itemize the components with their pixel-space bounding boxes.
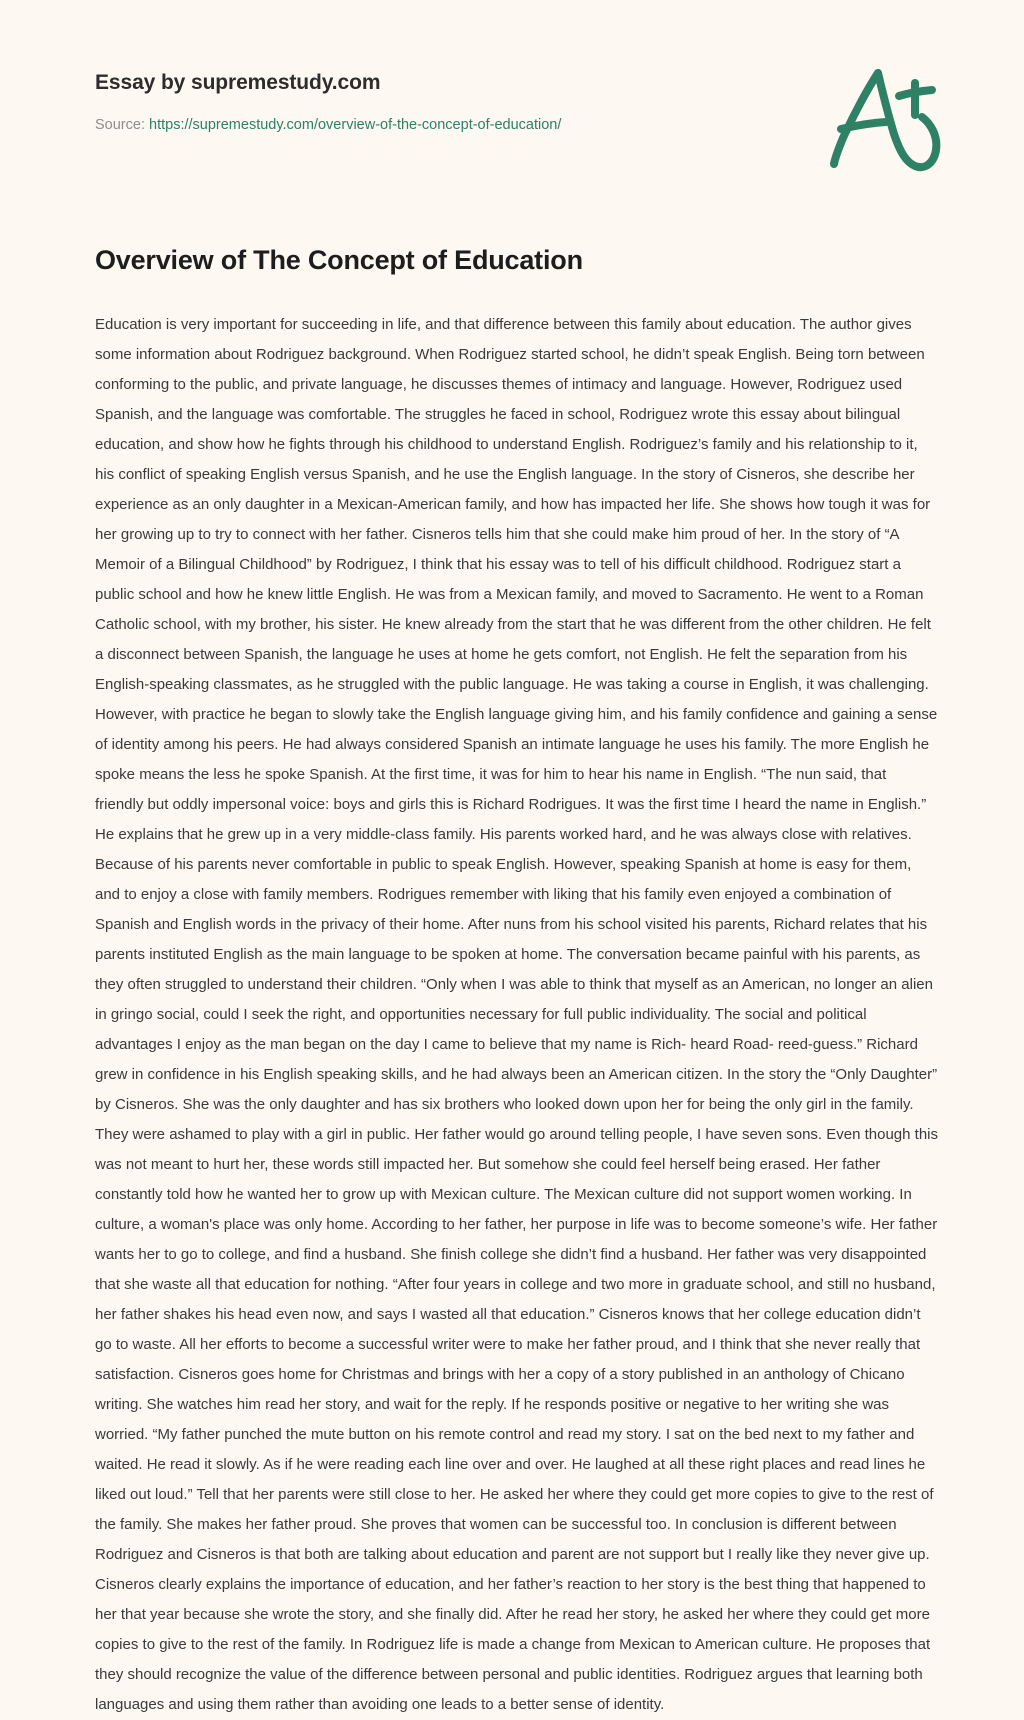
- source-url-link[interactable]: https://supremestudy.com/overview-of-the-concept-of-education/: [149, 117, 562, 133]
- page-header: [95, 62, 940, 182]
- essay-paragraph: Education is very important for succeeding in life, and that difference between this family about education. The author gives some information about Rodriguez background. When Rodriguez started school, he didn’t speak English. Being torn between conforming to the public, and private language, he discusses themes of intimacy and language. However, Rodriguez used Spanish, and the language was comfortable. The struggles he faced in school, Rodriguez wrote this essay about bilingual education, and show how he fights through his childhood to understand English. Rodriguez’s family and his relationship to it, his conflict of speaking English versus Spanish, and he use the English language. In the story of Cisneros, she describe her experience as an only daughter in a Mexican-American family, and how has impacted her life. She shows how tough it was for her growing up to try to connect with her father. Cisneros tells him that she could make him proud of her. In the story of “A Memoir of a Bilingual Childhood” by Rodriguez, I think that his essay was to tell of his difficult childhood. Rodriguez start a public school and how he knew little English. He was from a Mexican family, and moved to Sacramento. He went to a Roman Catholic school, with my brother, his sister. He knew already from the start that he was different from the other children. He felt a disconnect between Spanish, the language he uses at home he gets comfort, not English. He felt the separation from his English-speaking classmates, as he struggled with the public language. He was taking a course in English, it was challenging. However, with practice he began to slowly take the English language giving him, and his family confidence and gaining a sense of identity among his peers. He had always considered Spanish an intimate language he uses his family. The more English he spoke means the less he spoke Spanish. At the first time, it was for him to hear his name in English. “The nun said, that friendly but oddly impersonal voice: boys and girls this is Richard Rodrigues. It was the first time I heard the name in English.” He explains that he grew up in a very middle-class family. His parents worked hard, and he was always close with relatives. Because of his parents never comfortable in public to speak English. However, speaking Spanish at home is easy for them, and to enjoy a close with family members. Rodrigues remember with liking that his family even enjoyed a combination of Spanish and English words in the privacy of their home. After nuns from his school visited his parents, Richard relates that his parents instituted English as the main language to be spoken at home. The conversation became painful with his parents, as they often struggled to understand their children. “Only when I was able to think that myself as an American, no longer an alien in gringo social, could I seek the right, and opportunities necessary for full public individuality. The social and political advantages I enjoy as the man began on the day I came to believe that my name is Rich- heard Road- reed-guess.” Richard grew in confidence in his English speaking skills, and he had always been an American citizen. In the story the “Only Daughter” by Cisneros. She was the only daughter and has six brothers who looked down upon her for being the only girl in the family. They were ashamed to play with a girl in public. Her father would go around telling people, I have seven sons. Even though this was not meant to hurt her, these words still impacted her. But somehow she could feel herself being erased. Her father constantly told how he wanted her to grow up with Mexican culture. The Mexican culture did not support women working. In culture, a woman's place was only home. According to her father, her purpose in life was to become someone’s wife. Her father wants her to go to college, and find a husband. She finish college she didn’t find a husband. Her father was very disappointed that she waste all that education for nothing. “After four years in college and two more in graduate school, and still no husband, her father shakes his head even now, and says I wasted all that education.” Cisneros knows that her college education didn’t go to waste. All her efforts to become a successful writer were to make her father proud, and I think that she never really that satisfaction. Cisneros goes home for Christmas and brings with her a copy of a story published in an anthology of Chicano writing. She watches him read her story, and wait for the reply. If he responds positive or negative to her writing she was worried. “My father punched the mute button on his remote control and read my story. I sat on the bed next to my father and waited. He read it slowly. As if he were reading each line over and over. He laughed at all these right places and read lines he liked out loud.” Tell that her parents were still close to her. He asked her where they could get more copies to give to the rest of the family. She makes her father proud. She proves that women can be successful too. In conclusion is different between Rodriguez and Cisneros is that both are talking about education and parent are not support but I really like they never give up. Cisneros clearly explains the importance of education, and her father’s reaction to her story is the best thing that happened to her that year because she wrote the story, and she finally did. After he read her story, he asked her where they could get more copies to give to the rest of the family. In Rodriguez life is made a change from Mexican to American culture. He proposes that they should recognize the value of the difference between personal and public identities. Rodriguez argues that learning both languages and using them rather than avoiding one leads to a better sense of identity.: [95, 316, 938, 1713]
- source-line: [95, 96, 940, 135]
- a-plus-logo-icon: [816, 56, 948, 180]
- essay-body: [95, 310, 938, 1720]
- brand-title: Essay by supremestudy.com: [95, 71, 381, 94]
- source-label: Source:: [95, 117, 145, 133]
- page-title: Overview of The Concept of Education: [95, 245, 583, 275]
